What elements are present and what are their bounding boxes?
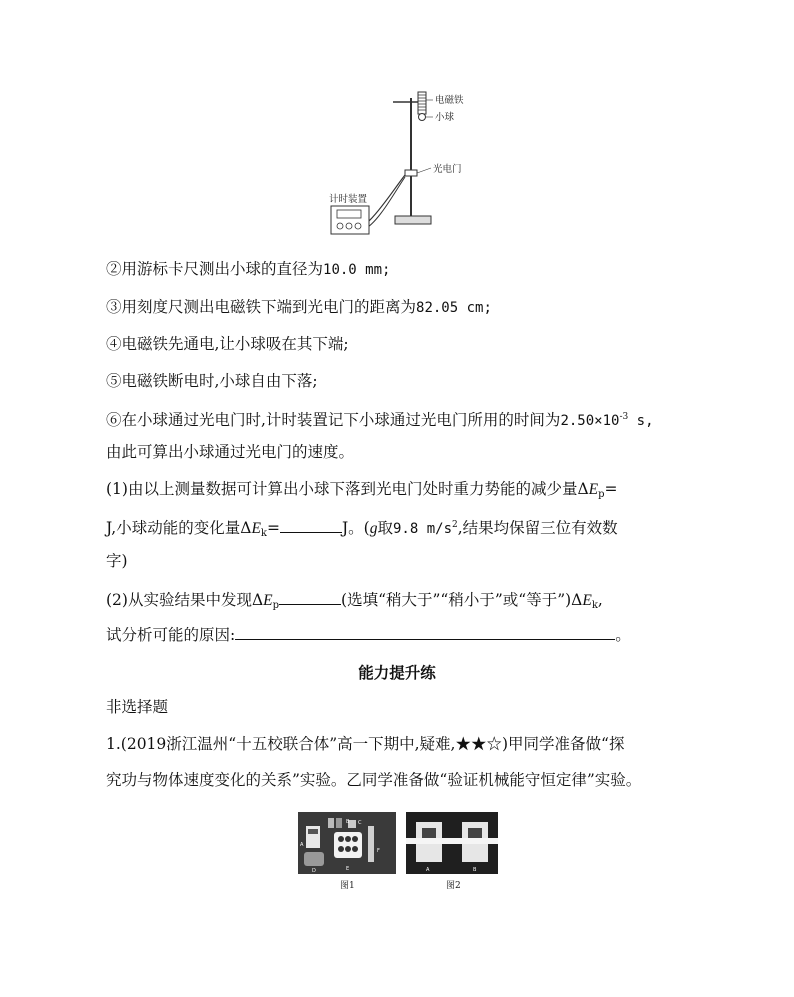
q1-text: (1)由以上测量数据可计算出小球下落到光电门处时重力势能的减少量Δ [106, 480, 589, 498]
q2-symbol-p: p [272, 600, 280, 611]
photo-1-drawing [298, 812, 396, 874]
photo-2-caption: 图2 [446, 881, 461, 891]
label-photogate: 光电门 [433, 164, 462, 175]
label-electromagnet: 电磁铁 [435, 95, 464, 106]
q1-equals-2: = [266, 519, 280, 537]
question-1-line3: 字) [106, 552, 128, 570]
q2-comma: , [597, 591, 603, 609]
photo-2-letter-A: A [426, 867, 430, 873]
photo-1-caption: 图1 [340, 881, 355, 891]
photo-1-letter-F: F [377, 848, 380, 854]
q2-period: 。 [615, 626, 631, 644]
q1-g-square: 2 [452, 520, 458, 530]
question-1-line1 [106, 479, 618, 505]
electromagnet-icon [418, 92, 426, 114]
photo-2-drawing [406, 812, 498, 874]
section-subtitle: 非选择题 [106, 698, 169, 716]
q1-symbol-E: E [588, 481, 599, 498]
q2-symbol-E: E [263, 592, 273, 609]
label-timer: 计时装置 [329, 194, 368, 205]
q1-symbol-k: k [260, 528, 267, 539]
photo-2-letter-B: B [473, 867, 477, 873]
q1-g-symbol: g [369, 520, 378, 537]
step-6-exponent: -3 [619, 412, 629, 422]
q1-unit: J。( [341, 519, 370, 537]
q1-take: 取 [377, 519, 393, 537]
photogate-icon [405, 168, 431, 176]
question-2-line1 [106, 589, 603, 616]
photo-1-letter-C: C [358, 820, 362, 826]
step-4: ④电磁铁先通电,让小球吸在其下端; [106, 335, 349, 353]
photo-figure-1 [298, 812, 396, 874]
section-title: 能力提升练 [358, 663, 436, 682]
photo-1-letter-D: D [312, 868, 316, 874]
q2-text: (2)从实验结果中发现Δ [106, 591, 264, 609]
answer-blank-compare[interactable] [279, 589, 341, 605]
step-3-value: 82.05 cm; [416, 300, 492, 316]
step-2-value: 10.0 mm; [323, 262, 391, 278]
problem-1-line1: 1.(2019浙江温州“十五校联合体”高一下期中,疑难,★★☆)甲同学准备做“探 [106, 735, 625, 753]
step-6 [106, 407, 654, 431]
step-2-text: ②用游标卡尺测出小球的直径为 [106, 260, 324, 278]
step-6-line2: 由此可算出小球通过光电门的速度。 [106, 443, 355, 461]
step-6-unit: s, [628, 413, 654, 429]
ball-icon [419, 114, 426, 121]
answer-blank-reason[interactable] [235, 624, 615, 640]
step-2 [106, 259, 390, 280]
q1-symbol-E2: E [251, 520, 261, 537]
q1-rest: ,结果均保留三位有效数 [457, 519, 618, 537]
step-6-value: 2.50×10 [560, 413, 620, 429]
photo-1-letter-B: B [346, 819, 350, 825]
q2-reason-text: 试分析可能的原因: [106, 626, 236, 644]
step-5: ⑤电磁铁断电时,小球自由下落; [106, 372, 318, 390]
label-ball: 小球 [435, 112, 455, 123]
step-3 [106, 297, 492, 318]
photo-figure-2 [406, 812, 498, 874]
question-1-line2 [106, 515, 618, 544]
apparatus-diagram [325, 86, 495, 236]
q2-options: (选填“稍大于”“稍小于”或“等于”)Δ [341, 591, 583, 609]
answer-blank-kinetic[interactable] [280, 517, 342, 533]
problem-1-line2: 究功与物体速度变化的关系”实验。乙同学准备做“验证机械能守恒定律”实验。 [106, 771, 642, 789]
photo-1-letter-A: A [300, 842, 304, 848]
step-3-text: ③用刻度尺测出电磁铁下端到光电门的距离为 [106, 298, 417, 316]
q1-symbol-p: p [598, 489, 605, 500]
q1-equals: = [604, 480, 618, 498]
step-6-text: ⑥在小球通过光电门时,计时装置记下小球通过光电门所用的时间为 [106, 411, 561, 429]
q1-g-value: 9.8 m/s [393, 521, 453, 537]
photo-1-letter-E: E [346, 866, 350, 872]
timer-device-icon [331, 206, 369, 234]
q1-kinetic-text: J,小球动能的变化量Δ [106, 519, 252, 537]
question-2-line2 [106, 624, 631, 645]
q2-symbol-E2: E [582, 592, 592, 609]
q2-symbol-k: k [591, 600, 598, 611]
